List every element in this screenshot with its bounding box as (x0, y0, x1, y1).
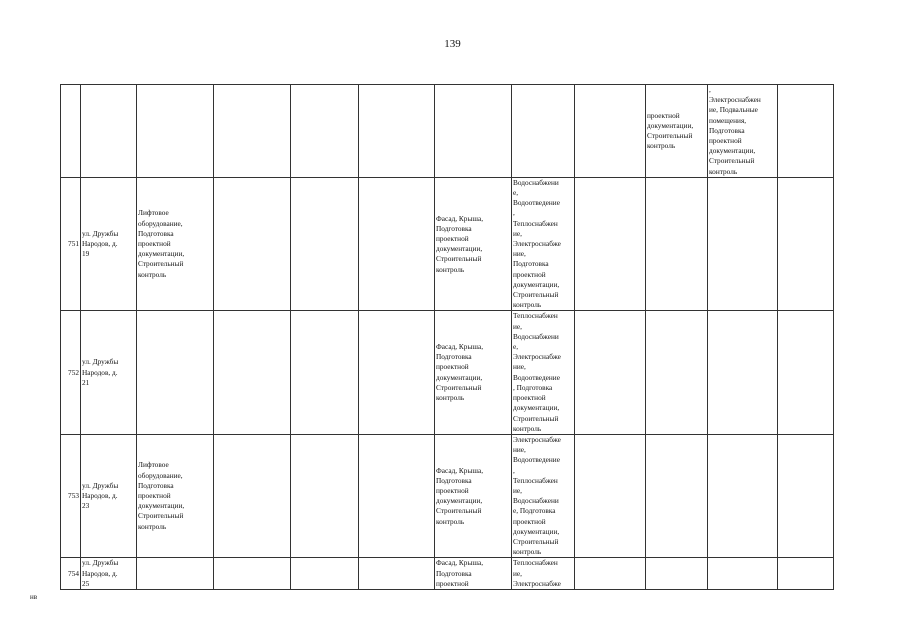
cell-empty (291, 558, 359, 590)
cell-empty (778, 434, 834, 557)
cell-empty (291, 434, 359, 557)
cell-empty (646, 434, 708, 557)
cell-empty (708, 311, 778, 434)
cell-num (61, 85, 81, 178)
cell-empty (646, 177, 708, 311)
cell-address (81, 434, 137, 557)
cell-text: Лифтовое оборудование, Подготовка проектной документации, Строительный контроль (138, 208, 185, 279)
cell-works (137, 85, 214, 178)
cell-empty (646, 558, 708, 590)
cell-text: Фасад, Крыша, Подготовка проектной документации, Строительный контроль (436, 465, 484, 526)
cell-text: ул. Дружбы Народов, д. 25 (82, 558, 119, 588)
cell-works (512, 558, 575, 590)
cell-text: ул. Дружбы Народов, д. 19 (82, 228, 119, 259)
cell-empty (214, 311, 291, 434)
cell-empty (575, 177, 646, 311)
cell-works (435, 85, 512, 178)
cell-works (435, 434, 512, 557)
cell-works (435, 311, 512, 434)
table-row (61, 311, 834, 434)
cell-works (512, 311, 575, 434)
cell-text: Водоснабжени е, Водоотведение , Теплоснабжен ие, Электроснабже ние, Подготовка проектной документации, Строительный контроль (513, 177, 561, 310)
table-row (61, 558, 834, 590)
cell-address (81, 177, 137, 311)
cell-text: ул. Дружбы Народов, д. 23 (82, 480, 119, 511)
cell-text: Фасад, Крыша, Подготовка проектной (436, 558, 484, 588)
cell-num: 752 (61, 311, 81, 434)
cell-text: , Электроснабжен ие, Подвальные помещения, Подготовка проектной документации, Строительный контроль (709, 85, 761, 176)
cell-address (81, 558, 137, 590)
cell-empty (575, 85, 646, 178)
cell-works (646, 85, 708, 178)
cell-works (512, 434, 575, 557)
page-number: 139 (444, 38, 461, 50)
table-row (61, 177, 834, 311)
cell-empty (214, 85, 291, 178)
table-row (61, 434, 834, 557)
cell-text: Лифтовое оборудование, Подготовка проектной документации, Строительный контроль (138, 460, 185, 531)
cell-empty (778, 311, 834, 434)
capital-repair-table (60, 84, 834, 590)
cell-empty (646, 311, 708, 434)
cell-empty (575, 558, 646, 590)
cell-works (137, 177, 214, 311)
cell-empty (359, 85, 435, 178)
cell-empty (214, 558, 291, 590)
cell-empty (291, 177, 359, 311)
cell-text: Фасад, Крыша, Подготовка проектной документации, Строительный контроль (436, 213, 484, 274)
cell-text: Теплоснабжен ие, Водоснабжени е, Электроснабже ние, Водоотведение , Подготовка проектной документации, Строительный контроль (513, 311, 561, 433)
cell-empty (778, 85, 834, 178)
cell-works (435, 558, 512, 590)
cell-works (708, 85, 778, 178)
cell-empty (359, 311, 435, 434)
cell-works (137, 434, 214, 557)
table-row-continuation (61, 85, 834, 178)
cell-empty (778, 177, 834, 311)
cell-empty (575, 311, 646, 434)
cell-empty (214, 434, 291, 557)
cell-empty (708, 434, 778, 557)
cell-empty (214, 177, 291, 311)
cell-num: 754 (61, 558, 81, 590)
cell-empty (359, 434, 435, 557)
cell-works (137, 311, 214, 434)
cell-empty (708, 177, 778, 311)
footer-mark: нв (30, 593, 38, 601)
cell-works (435, 177, 512, 311)
cell-text: Фасад, Крыша, Подготовка проектной документации, Строительный контроль (436, 342, 484, 403)
cell-num: 751 (61, 177, 81, 311)
cell-works (137, 558, 214, 590)
cell-empty (291, 85, 359, 178)
cell-num: 753 (61, 434, 81, 557)
cell-works (512, 177, 575, 311)
cell-text: Теплоснабжен ие, Электроснабже (513, 558, 561, 588)
cell-address (81, 85, 137, 178)
cell-address (81, 311, 137, 434)
cell-text: Электроснабже ние, Водоотведение , Теплоснабжен ие, Водоснабжени е, Подготовка проектной документации, Строительный контроль (513, 434, 561, 557)
cell-empty (359, 558, 435, 590)
cell-empty (359, 177, 435, 311)
cell-works (512, 85, 575, 178)
cell-text: проектной документации, Строительный контроль (647, 110, 694, 151)
cell-empty (575, 434, 646, 557)
cell-text: ул. Дружбы Народов, д. 21 (82, 357, 119, 387)
cell-empty (708, 558, 778, 590)
cell-empty (778, 558, 834, 590)
cell-empty (291, 311, 359, 434)
